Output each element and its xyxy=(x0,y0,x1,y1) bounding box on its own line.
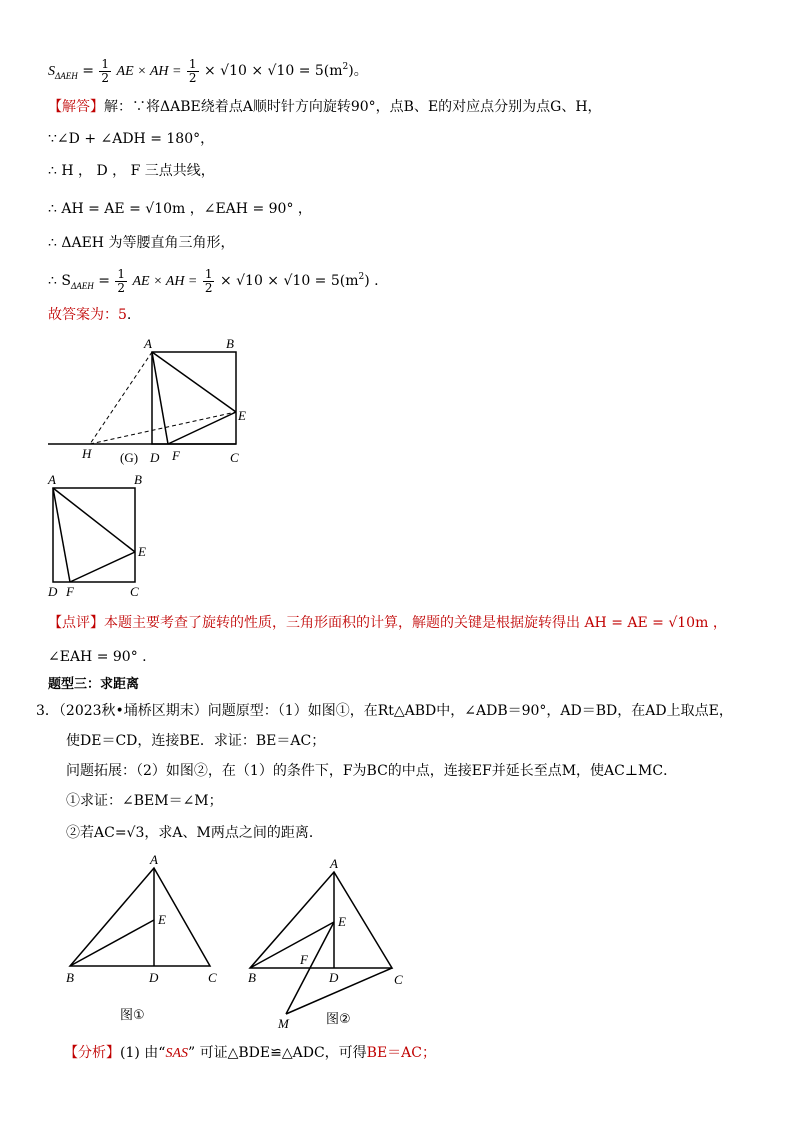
comment-tag: 【点评】 xyxy=(48,615,104,631)
problem-line-5: ②若AC=√3，求A、M两点之间的距离． xyxy=(66,825,323,841)
label-d: D xyxy=(150,450,160,465)
rotation-figure xyxy=(40,332,260,472)
square-abcd xyxy=(152,352,236,444)
segment-fe xyxy=(70,552,135,582)
answer-label: 故答案为： xyxy=(48,307,118,323)
comment-text: 本题主要考查了旋转的性质，三角形面积的计算，解题的关键是根据旋转得出 AH = AE = √10m ， xyxy=(104,615,727,631)
square xyxy=(53,488,135,582)
segment-be xyxy=(70,920,154,966)
figure-2-caption: 图② xyxy=(326,1012,351,1027)
label-e: E xyxy=(338,914,346,929)
equals: = xyxy=(82,63,99,79)
label-a: A xyxy=(144,336,152,351)
label-d: D xyxy=(329,970,339,985)
formula-sup: 2 xyxy=(342,62,349,72)
label-f: F xyxy=(172,448,180,463)
formula-mid: AE × AH = xyxy=(116,64,182,79)
label-a: A xyxy=(150,852,158,867)
formula-end: )。 xyxy=(348,63,368,79)
label-b: B xyxy=(66,970,74,985)
label-h: H xyxy=(82,446,92,461)
segment-fe xyxy=(168,412,236,444)
half-fraction: $\frac{1}{2}$ xyxy=(101,56,110,85)
half-fraction-2: $\frac{1}{2}$ xyxy=(188,56,197,85)
problem-line-2: 使DE＝CD，连接BE．求证：BE＝AC； xyxy=(66,733,326,749)
solution-step-4: ∴ AH = AE = √10m ，∠EAH = 90° ， xyxy=(48,201,312,217)
triangle-abc xyxy=(250,872,392,968)
figure-1-caption: 图① xyxy=(120,1008,145,1023)
problem-line-3: 问题拓展：（2）如图②，在（1）的条件下，F为BC的中点，连接EF并延长至点M，使AC⊥MC． xyxy=(66,763,678,779)
solution-tag: 【解答】 xyxy=(48,99,104,115)
area-formula-line xyxy=(48,56,368,87)
segment-ae xyxy=(53,488,135,552)
label-c: C xyxy=(394,972,403,987)
solution-step-6: ∴ $S_{\Delta AEH}$ = $\frac{1}{2}$ AE × AH = $\frac{1}{2}$ × $√10 \times √10 = 5(m^2)$ . xyxy=(48,266,379,295)
label-a: A xyxy=(48,472,56,487)
label-e: E xyxy=(138,544,146,559)
label-d: D xyxy=(48,584,58,599)
figure-1 xyxy=(60,850,230,1030)
label-d: D xyxy=(149,970,159,985)
label-e: E xyxy=(238,408,246,423)
answer-line: 故答案为：5. xyxy=(48,307,132,323)
label-c: C xyxy=(130,584,139,599)
label-a: A xyxy=(330,856,338,871)
solution-step-3: ∴ H ， D ， F 三点共线， xyxy=(48,163,215,179)
solution-intro-text: 解：∵将ΔABE绕着点A顺时针方向旋转90°，点B、E的对应点分别为点G、H， xyxy=(104,99,602,115)
formula-product: × √10 × √10 = 5(m xyxy=(203,63,343,79)
label-g: (G) xyxy=(120,450,139,465)
label-b: B xyxy=(248,970,256,985)
area-symbol: S xyxy=(48,64,55,79)
solution-intro xyxy=(48,96,602,118)
square-figure xyxy=(40,472,170,602)
answer-value: 5 xyxy=(118,307,127,323)
analysis-line: 【分析】(1) 由“SAS” 可证△BDE≌△ADC，可得BE＝AC； xyxy=(64,1045,437,1061)
label-m: M xyxy=(278,1016,289,1031)
sas-text: SAS xyxy=(165,1046,189,1061)
solution-step-2: ∵∠D + ∠ADH = 180°， xyxy=(48,131,215,147)
label-b: B xyxy=(226,336,234,351)
label-e: E xyxy=(158,912,166,927)
label-c: C xyxy=(230,450,239,465)
area-subscript: ΔAEH xyxy=(55,71,78,81)
section-title: 题型三：求距离 xyxy=(48,677,140,692)
comment-line xyxy=(48,612,727,634)
problem-line-1: 3．（2023秋•埇桥区期末）问题原型：（1）如图①，在Rt△ABD中，∠ADB＝90°，AD＝BD，在AD上取点E， xyxy=(36,703,733,719)
segment-ae xyxy=(152,352,236,412)
solution-step-5: ∴ ΔAEH 为等腰直角三角形， xyxy=(48,235,235,251)
label-f: F xyxy=(300,952,308,967)
segment-af xyxy=(53,488,70,582)
label-f: F xyxy=(66,584,74,599)
analysis-tag: 【分析】 xyxy=(64,1045,120,1061)
label-b: B xyxy=(134,472,142,487)
comment-line-2: ∠EAH = 90° . xyxy=(48,649,147,665)
problem-line-4: ①求证：∠BEM＝∠M； xyxy=(66,793,223,809)
triangle-abc xyxy=(70,868,210,966)
label-c: C xyxy=(208,970,217,985)
segment-ah-dashed xyxy=(90,352,152,444)
